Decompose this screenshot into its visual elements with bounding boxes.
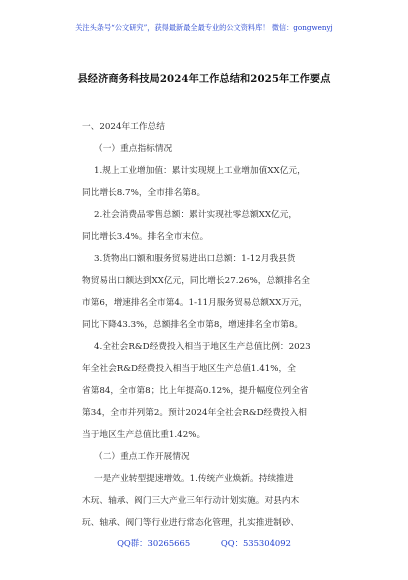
document-title: 县经济商务科技局2024年工作总结和2025年工作要点 (77, 73, 331, 85)
body-line: 同比下降43.3%，总额排名全市第8，增速排名全市第8。 (82, 320, 304, 330)
body-line: 1.规上工业增加值：累计实现规上工业增加值XX亿元， (94, 166, 306, 176)
subsection-heading: （一）重点指标情况 (94, 144, 173, 154)
body-line: 4.全社会R&D经费投入相当于地区生产总值比例：2023 (94, 342, 311, 352)
section-heading: 一、2024年工作总结 (82, 122, 165, 132)
qq-group-text: QQ群：30265665 (117, 538, 191, 548)
body-line: 第34，全市并列第2。预计2024年全社会R&D经费投入相 (82, 408, 307, 418)
body-line: 当于地区生产总值比重1.42%。 (82, 430, 206, 440)
body-line: 一是产业转型提速增效。1.传统产业焕新。持续推进 (94, 474, 294, 484)
body-line: 市第6，增速排名全市第4。1-11月服务贸易总额XX万元， (82, 298, 308, 308)
body-line: 2.社会消费品零售总额：累计实现社零总额XX亿元， (94, 210, 298, 220)
body-line: 同比增长3.4%。排名全市末位。 (82, 232, 209, 242)
body-line: 同比增长8.7%，全市排名第8。 (82, 188, 206, 198)
subsection-heading: （二）重点工作开展情况 (94, 452, 190, 462)
promo-banner: 关注头条号“公文研究”，获得最新最全最专业的公文资料库！ 微信：gongwenyj (75, 23, 333, 32)
body-line: 3.货物出口额和服务贸易进出口总额：1-12月我县货 (94, 254, 296, 264)
body-line: 省第84，全市第8；比上年提高0.12%，提升幅度位列全省 (82, 386, 309, 396)
body-line: 年全社会R&D经费投入相当于地区生产总值1.41%，全 (82, 364, 296, 374)
body-line: 玩、轴承、阀门等行业进行常态化管理，扎实推进制砂、 (82, 518, 300, 528)
qq-contact-text: QQ：535304092 (220, 538, 291, 548)
body-line: 木玩、轴承、阀门三大产业三年行动计划实施。对县内木 (82, 496, 300, 506)
body-line: 物贸易出口额达到XX亿元，同比增长27.26%，总额排名全 (82, 276, 310, 286)
contact-footer (0, 537, 408, 549)
